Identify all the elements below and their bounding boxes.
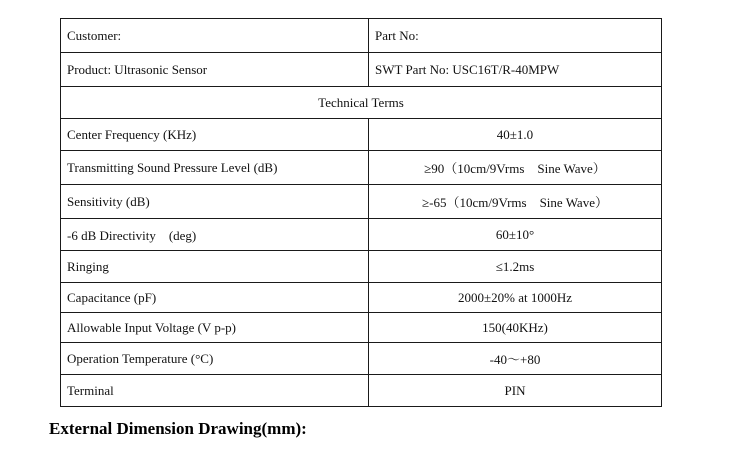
spec-value: 2000±20% at 1000Hz — [369, 283, 662, 313]
spec-term: Capacitance (pF) — [61, 283, 369, 313]
spec-row — [61, 219, 662, 251]
section-title: Technical Terms — [61, 87, 662, 119]
spec-row — [61, 151, 662, 185]
section-title-row — [61, 87, 662, 119]
spec-term: Allowable Input Voltage (V p-p) — [61, 313, 369, 343]
spec-term: Center Frequency (KHz) — [61, 119, 369, 151]
swt-part-no-label: SWT Part No: USC16T/R-40MPW — [369, 53, 662, 87]
spec-table — [60, 18, 662, 407]
spec-term: Transmitting Sound Pressure Level (dB) — [61, 151, 369, 185]
spec-row — [61, 375, 662, 407]
spec-row — [61, 343, 662, 375]
spec-row — [61, 283, 662, 313]
part-no-label: Part No: — [369, 19, 662, 53]
spec-value: ≥-65（10cm/9Vrms Sine Wave） — [369, 185, 662, 219]
spec-term: Terminal — [61, 375, 369, 407]
spec-term: -6 dB Directivity (deg) — [61, 219, 369, 251]
customer-label: Customer: — [61, 19, 369, 53]
spec-value: 150(40KHz) — [369, 313, 662, 343]
spec-row — [61, 185, 662, 219]
external-dimension-heading: External Dimension Drawing(mm): — [49, 419, 307, 438]
product-row — [61, 53, 662, 87]
spec-row — [61, 119, 662, 151]
spec-value: PIN — [369, 375, 662, 407]
spec-value: 60±10° — [369, 219, 662, 251]
spec-term: Ringing — [61, 251, 369, 283]
spec-term: Sensitivity (dB) — [61, 185, 369, 219]
spec-row — [61, 251, 662, 283]
product-label: Product: Ultrasonic Sensor — [61, 53, 369, 87]
customer-row — [61, 19, 662, 53]
spec-value: ≥90（10cm/9Vrms Sine Wave） — [369, 151, 662, 185]
spec-row — [61, 313, 662, 343]
spec-value: ≤1.2ms — [369, 251, 662, 283]
spec-value: -40～+80 — [369, 343, 662, 375]
spec-term: Operation Temperature (°C) — [61, 343, 369, 375]
spec-value: 40±1.0 — [369, 119, 662, 151]
